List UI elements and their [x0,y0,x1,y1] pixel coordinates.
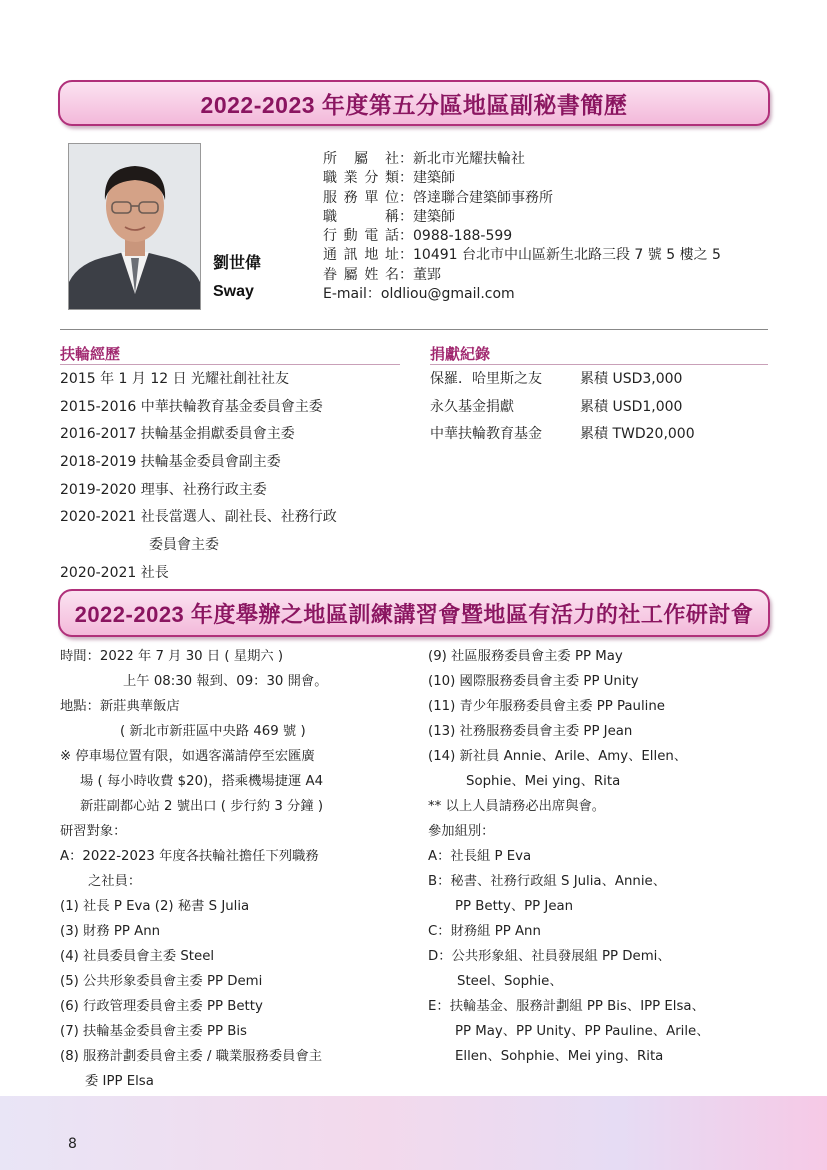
text-line: 研習對象： [60,824,127,839]
donation-row [430,421,695,449]
section-divider [60,329,768,330]
text-line: (10) 國際服務委員會主委 PP Unity [428,674,639,689]
page-number: 8 [68,1136,77,1152]
name-chinese: 劉世偉 [213,253,262,272]
info-label: 通訊地址 [323,247,399,264]
donation-name: 保羅．哈里斯之友 [430,371,542,387]
donation-amount: 累積 TWD20,000 [580,426,695,442]
donations-title-underline [430,364,768,365]
info-label: 眷屬姓名 [323,266,399,283]
text-line: 委 IPP Elsa [85,1074,154,1089]
info-row [323,246,721,265]
text-line: 參加組別： [428,824,495,839]
profile-info [323,150,721,304]
donation-name: 中華扶輪教育基金 [430,426,542,442]
info-row [323,208,721,227]
text-line: B：秘書、社務行政組 S Julia、Annie、 [428,874,666,889]
text-line: ** 以上人員請務必出席與會。 [428,799,606,814]
text-line: (3) 財務 PP Ann [60,924,161,939]
text-line: (6) 行政管理委員會主委 PP Betty [60,999,263,1014]
text-line: (1) 社長 P Eva (2) 秘書 S Julia [60,899,250,914]
text-line: ( 新北市新莊區中央路 469 號 ) [120,724,306,739]
text-line: Steel、Sophie、 [457,974,563,989]
list-item: 2015-2016 中華扶輪教育基金委員會主委 [60,398,323,415]
text-line: Sophie、Mei ying、Rita [466,774,621,789]
text-line: 新莊副都心站 2 號出口 ( 步行約 3 分鐘 ) [80,799,324,814]
donation-row [430,366,695,394]
info-label: E-mail [323,286,367,303]
list-item: 2020-2021 社長當選人、副社長、社務行政 [60,509,337,526]
list-item: 2020-2021 社長 [60,564,169,581]
list-item: 2018-2019 扶輪基金委員會副主委 [60,454,281,471]
info-value: ：啓達聯合建築師事務所 [399,189,553,206]
text-line: (11) 青少年服務委員會主委 PP Pauline [428,699,665,714]
text-line: 上午 08:30 報到、09：30 開會。 [123,674,328,689]
text-line: C：財務組 PP Ann [428,924,541,939]
text-line: 場 ( 每小時收費 $20)，搭乘機場捷運 A4 [80,774,324,789]
info-row [323,285,721,304]
info-label: 職業分類 [323,170,399,187]
text-line: Ellen、Sohphie、Mei ying、Rita [455,1049,664,1064]
training-right-column [428,644,710,1069]
info-row [323,169,721,188]
donation-name: 永久基金捐獻 [430,398,514,415]
donation-row [430,394,695,422]
text-line: (9) 社區服務委員會主委 PP May [428,649,623,664]
text-line: A：2022-2023 年度各扶輪社擔任下列職務 [60,849,319,864]
section-title-profile: 2022-2023 年度第五分區地區副秘書簡歷 [58,80,770,126]
info-label: 行動電話 [323,228,399,245]
text-line: (8) 服務計劃委員會主委 / 職業服務委員會主 [60,1049,323,1064]
info-value: ：oldliou@gmail.com [366,286,515,303]
donation-amount: 累積 USD1,000 [580,398,683,415]
text-line: 之社員： [88,874,142,889]
info-value: ：董郢 [399,266,441,283]
list-item: 2016-2017 扶輪基金捐獻委員會主委 [60,426,295,443]
text-line: D：公共形象組、社員發展組 PP Demi、 [428,949,671,964]
donations-list [430,366,695,449]
info-row [323,189,721,208]
section-title-training: 2022-2023 年度舉辦之地區訓練講習會暨地區有活力的社工作研討會 [58,589,770,637]
name-english: Sway [213,283,254,300]
info-label: 職稱 [323,208,399,225]
text-line: ※ 停車場位置有限，如遇客滿請停至宏匯廣 [60,749,315,764]
info-row [323,266,721,285]
info-value: ：建築師 [399,170,455,187]
info-row [323,227,721,246]
donation-amount: 累積 USD3,000 [580,371,683,387]
list-item: 2015 年 1 月 12 日 光耀社創社社友 [60,371,290,387]
experience-title: 扶輪經歷 [60,345,121,363]
text-line: PP Betty、PP Jean [455,899,574,914]
text-line: (5) 公共形象委員會主委 PP Demi [60,974,263,989]
info-label: 所屬社 [323,151,399,167]
text-line: PP May、PP Unity、PP Pauline、Arile、 [455,1024,710,1039]
portrait-photo [68,143,201,310]
info-row [323,150,721,169]
info-value: ：0988-188-599 [399,228,513,245]
text-line: 地點：新莊典華飯店 [60,699,180,714]
text-line: (13) 社務服務委員會主委 PP Jean [428,724,633,739]
footer-band [0,1096,827,1170]
info-label: 服務單位 [323,189,399,206]
text-line: E：扶輪基金、服務計劃組 PP Bis、IPP Elsa、 [428,999,705,1014]
text-line: A：社長組 P Eva [428,849,532,864]
info-value: ：建築師 [399,208,455,225]
text-line: 時間：2022 年 7 月 30 日 ( 星期六 ) [60,649,284,664]
training-left-column [60,644,328,1094]
info-value: ：新北市光耀扶輪社 [399,151,525,167]
text-line: (7) 扶輪基金委員會主委 PP Bis [60,1024,247,1039]
list-item: 委員會主委 [149,537,219,554]
info-value: ：10491 台北市中山區新生北路三段 7 號 5 樓之 5 [399,247,721,264]
list-item: 2019-2020 理事、社務行政主委 [60,481,267,498]
person-icon [69,144,200,309]
text-line: (14) 新社員 Annie、Arile、Amy、Ellen、 [428,749,688,764]
experience-title-underline [60,364,400,365]
text-line: (4) 社員委員會主委 Steel [60,949,215,964]
donations-title: 捐獻紀錄 [430,345,491,363]
experience-list [60,366,337,588]
